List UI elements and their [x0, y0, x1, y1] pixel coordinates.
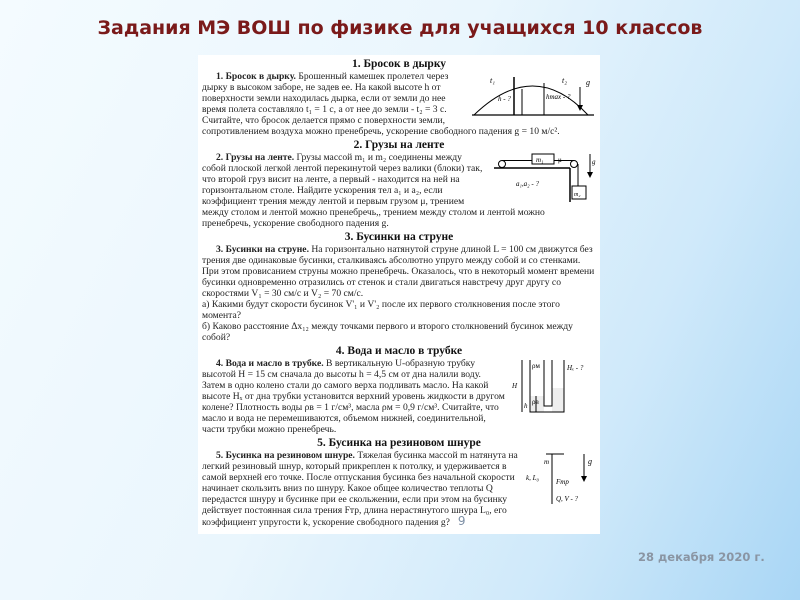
problem-5	[202, 437, 596, 528]
problem-3	[202, 231, 596, 343]
question-b: б) Каково расстояние Δx₁₂ между точками первого и второго столкновений бусинок между собой?	[202, 321, 573, 343]
problem-body: Грузы массой m₁ и m₂ соединены между собой плоской легкой лентой перекинутой через валики (блоки) так, что второй груз висит на ленте, а первый - находится на ней на горизонтальном столе. Найдите ускорения тел a₁ и a₂, если коэффициент трения между лентой и первым грузом μ, трением между столом и лентой можно пренебречь,, трением между столом и лентой можно пренебречь, ускорение свободного падения g.	[202, 152, 545, 229]
problem-lead: 4. Вода и масло в трубке.	[216, 358, 324, 369]
fig-label: h	[524, 402, 528, 410]
fig-label: t₁	[490, 76, 496, 85]
fig-label: Hₓ - ?	[567, 364, 584, 372]
problem-text	[202, 244, 596, 299]
problem-lead: 2. Грузы на ленте.	[216, 152, 295, 163]
problem-heading: 1. Бросок в дырку	[351, 58, 447, 70]
problem-4	[202, 345, 596, 435]
fig-label: g	[588, 457, 592, 466]
fig-label: hmax - ?	[546, 93, 571, 101]
fig-label: m	[544, 458, 550, 466]
fig-label: H	[512, 382, 518, 390]
fig-label: h - ?	[498, 95, 511, 103]
fig-label: ρм	[532, 362, 540, 370]
problem-body: В вертикальную U-образную трубку высотой H = 15 см сначала до высоты h = 4,5 см от дна налили воду. Затем в одно колено стали до самого верха подливать масло. На какой высоте Hₓ от дна трубки установится верхний уровень жидкости в другом колене? Плотность воды ρв = 1 г/см³, масла ρм = 0,9 г/см³. Считайте, что масло и вода не перемешиваются, объемом нижней, соединительной, части трубки можно пренебречь.	[202, 358, 505, 435]
problem-body: Тяжелая бусинка массой m натянута на легкий резиновый шнур, который прикреплен к потолку, и удерживается в самой верхней его точке. После отпускания бусинка без начальной скорости начинает скользить вниз по шнуру. Какое общее количество теплоты Q передастся шнуру и бусинке при ее скольжении, если при этом на бусинку действует постоянная сила трения Fтр, длина нерастянутого шнура L₀, его коэффициент упругости k, ускорение свободного падения g?	[202, 450, 518, 528]
bead-on-cord-diagram	[526, 450, 596, 506]
fig-label: Q, V - ?	[556, 495, 579, 503]
problem-heading: 3. Бусинки на струне	[344, 231, 454, 243]
problem-heading: 5. Бусинка на резиновом шнуре	[317, 437, 481, 449]
u-tube-diagram	[510, 358, 596, 414]
question-a: а) Какими будут скорости бусинок V'₁ и V'₂ после их первого столкновения после этого момента?	[202, 299, 560, 321]
weights-on-tape-diagram	[492, 152, 596, 202]
problem-lead: 3. Бусинки на струне.	[216, 244, 309, 255]
page-number: 9	[457, 514, 466, 528]
problem-1	[202, 58, 596, 137]
slide-date: 28 декабря 2020 г.	[638, 550, 765, 564]
fig-label: m₁	[536, 156, 544, 164]
fig-label: g	[586, 78, 590, 87]
fig-label: k, L₀	[526, 474, 539, 482]
problem-heading: 2. Грузы на ленте	[353, 139, 445, 151]
problems-sheet	[198, 55, 600, 534]
problem-lead: 1. Бросок в дырку.	[216, 71, 296, 82]
problem-2	[202, 139, 596, 229]
fig-label: t₂	[562, 76, 568, 85]
fig-label: μ	[558, 156, 562, 164]
problem-lead: 5. Бусинка на резиновом шнуре.	[216, 450, 355, 461]
projectile-diagram	[470, 71, 596, 119]
fig-label: g	[592, 158, 596, 166]
fig-label: ρв	[532, 398, 539, 406]
slide-title: Задания МЭ ВОШ по физике для учащихся 10 классов	[97, 17, 703, 39]
fig-label: m₂	[574, 192, 581, 198]
fig-label: Fтр	[556, 478, 569, 486]
problem-body: Брошенный камешек пролетел через дырку в высоком заборе, не задев ее. На какой высоте h от поверхности земли находилась дырка, если от земли до нее время полета составляло t₁ = 1 с, а от нее до земли - t₂ = 3 с. Считайте, что бросок делается прямо с поверхности земли, сопротивлением воздуха можно пренебречь, ускорение свободного падения g = 10 м/с².	[202, 71, 560, 137]
problem-body: На горизонтально натянутой струне длиной L = 100 см движутся без трения две одинаковые бусинки, сталкиваясь абсолютно упруго между собой и со стенками. При этом провисанием струны можно пренебречь. Оказалось, что в некоторый момент времени бусинки одновременно отразились от стенок и стали двигаться навстречу друг другу со скоростями V₁ = 30 см/с и V₂ = 70 см/с.	[202, 244, 595, 299]
problem-heading: 4. Вода и масло в трубке	[335, 345, 463, 357]
fig-label: a₁,a₂ - ?	[516, 180, 539, 188]
